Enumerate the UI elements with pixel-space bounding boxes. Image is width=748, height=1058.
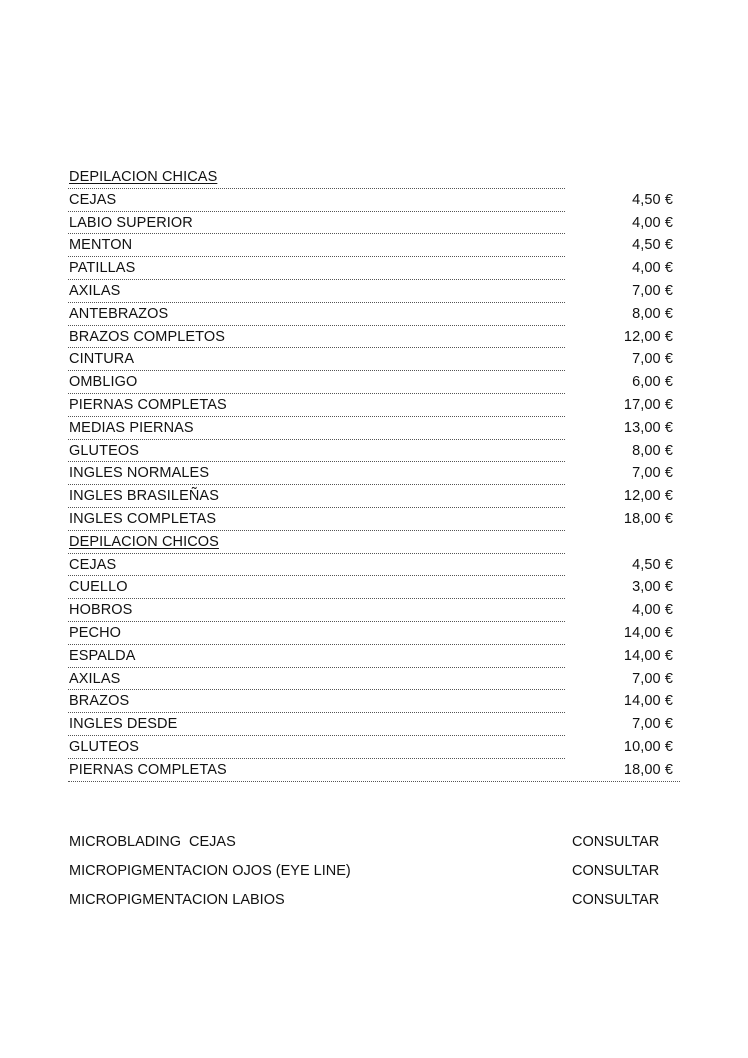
service-name: HOBROS (69, 602, 133, 619)
service-price: 14,00 € (623, 693, 673, 710)
price-row (68, 508, 680, 531)
service-price: 4,50 € (632, 191, 673, 208)
service-price: 4,50 € (632, 556, 673, 573)
service-name: INGLES COMPLETAS (69, 510, 217, 527)
price-row (68, 257, 680, 280)
price-row (68, 622, 680, 645)
service-name: GLUTEOS (69, 738, 139, 755)
price-list (68, 166, 680, 782)
service-price: 17,00 € (623, 396, 673, 413)
price-row (68, 599, 680, 622)
service-price: 7,00 € (632, 670, 673, 687)
service-price: 14,00 € (623, 624, 673, 641)
service-name: GLUTEOS (69, 442, 139, 459)
service-name: INGLES BRASILEÑAS (69, 488, 219, 505)
price-row (68, 645, 680, 668)
service-name: CINTURA (69, 351, 135, 368)
extra-row (68, 828, 668, 857)
service-price: 4,00 € (632, 602, 673, 619)
service-name: PECHO (69, 624, 122, 641)
price-row (68, 759, 680, 782)
price-row (68, 234, 680, 257)
service-price: 4,50 € (632, 237, 673, 254)
price-row (68, 485, 680, 508)
service-name: PATILLAS (69, 260, 136, 277)
service-price: 13,00 € (623, 419, 673, 436)
service-price: 4,00 € (632, 260, 673, 277)
price-row (68, 440, 680, 463)
service-price: 3,00 € (632, 579, 673, 596)
service-name: AXILAS (69, 670, 121, 687)
service-price: 12,00 € (623, 328, 673, 345)
section-heading-chicos (68, 531, 680, 554)
price-row (68, 348, 680, 371)
extra-service-value: CONSULTAR (572, 834, 660, 850)
price-row (68, 736, 680, 759)
service-name: CEJAS (69, 556, 117, 573)
service-name: ANTEBRAZOS (69, 305, 169, 322)
price-row (68, 462, 680, 485)
service-name: AXILAS (69, 282, 121, 299)
service-name: LABIO SUPERIOR (69, 214, 193, 231)
price-row (68, 576, 680, 599)
price-row (68, 713, 680, 736)
extra-row (68, 857, 668, 886)
service-price: 7,00 € (632, 351, 673, 368)
price-row (68, 189, 680, 212)
service-price: 10,00 € (623, 738, 673, 755)
service-name: MEDIAS PIERNAS (69, 419, 194, 436)
price-row (68, 280, 680, 303)
extra-service-name: MICROBLADING CEJAS (69, 834, 236, 850)
price-row (68, 417, 680, 440)
price-row (68, 212, 680, 235)
service-price: 7,00 € (632, 716, 673, 733)
section-heading-label: DEPILACION CHICAS (69, 169, 218, 185)
service-name: BRAZOS (69, 693, 130, 710)
service-price: 8,00 € (632, 442, 673, 459)
service-name: OMBLIGO (69, 374, 138, 391)
service-price: 12,00 € (623, 488, 673, 505)
service-price: 14,00 € (623, 647, 673, 664)
extra-service-value: CONSULTAR (572, 863, 660, 879)
service-name: INGLES NORMALES (69, 465, 210, 482)
extra-service-value: CONSULTAR (572, 892, 660, 908)
service-name: CUELLO (69, 579, 128, 596)
price-row (68, 303, 680, 326)
price-row (68, 554, 680, 577)
service-price: 7,00 € (632, 465, 673, 482)
price-row (68, 690, 680, 713)
service-name: PIERNAS COMPLETAS (69, 396, 227, 413)
service-price: 7,00 € (632, 282, 673, 299)
price-row (68, 371, 680, 394)
section-heading-chicas (68, 166, 680, 189)
service-price: 18,00 € (623, 510, 673, 527)
extra-row (68, 886, 668, 915)
extra-services (68, 828, 668, 915)
price-row (68, 326, 680, 349)
service-name: CEJAS (69, 191, 117, 208)
service-name: BRAZOS COMPLETOS (69, 328, 226, 345)
service-name: MENTON (69, 237, 133, 254)
service-price: 6,00 € (632, 374, 673, 391)
extra-service-name: MICROPIGMENTACION OJOS (EYE LINE) (69, 863, 351, 879)
service-name: PIERNAS COMPLETAS (69, 761, 227, 778)
extra-service-name: MICROPIGMENTACION LABIOS (69, 892, 285, 908)
service-price: 8,00 € (632, 305, 673, 322)
service-name: ESPALDA (69, 647, 136, 664)
service-name: INGLES DESDE (69, 716, 178, 733)
price-row (68, 394, 680, 417)
price-row (68, 668, 680, 691)
section-heading-label: DEPILACION CHICOS (69, 533, 219, 550)
service-price: 4,00 € (632, 214, 673, 231)
service-price: 18,00 € (623, 761, 673, 778)
